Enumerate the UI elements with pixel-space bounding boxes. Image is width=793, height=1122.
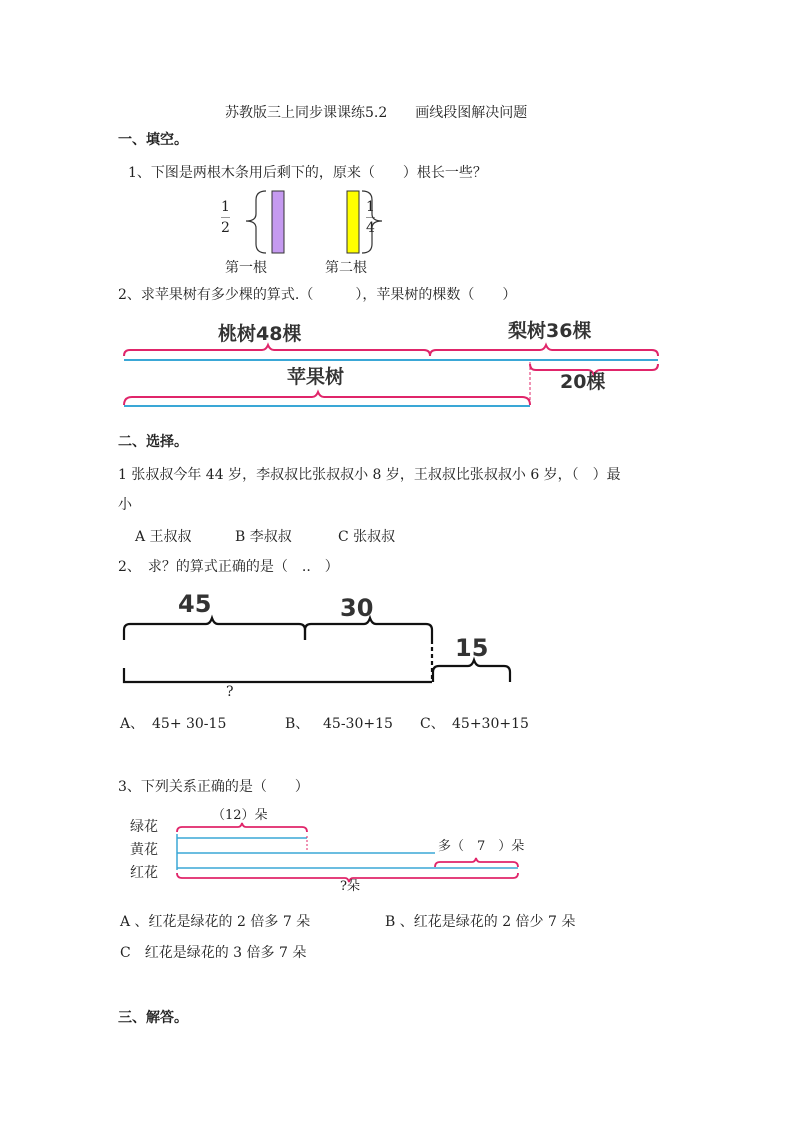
- apple-label: 苹果树: [287, 366, 345, 388]
- question-text: 1 张叔叔今年 44 岁，李叔叔比张叔叔小 8 岁，王叔叔比张叔叔小 6 岁，（ ）最: [118, 467, 621, 483]
- option-c: C 红花是绿花的 3 倍多 7 朵: [120, 945, 307, 961]
- option-a-expr: 45+ 30-15: [152, 716, 227, 732]
- green-brace: [177, 823, 307, 832]
- fraction-half: 1 2: [221, 199, 230, 236]
- question-text: 3、下列关系正确的是（ ）: [118, 779, 309, 795]
- option-b: B 李叔叔: [235, 529, 292, 545]
- option-c-expr: 45+30+15: [452, 716, 529, 732]
- question-text-cont: 小: [118, 497, 132, 513]
- row-label-green: 绿花: [130, 819, 158, 835]
- label-question: ?: [226, 684, 234, 700]
- option-a: A 、红花是绿花的 2 倍多 7 朵: [120, 914, 311, 930]
- diff-label: 20棵: [560, 371, 606, 393]
- option-a-letter: A、: [120, 716, 145, 732]
- option-a: A 王叔叔: [135, 529, 192, 545]
- section-heading-answer: 三、解答。: [118, 1010, 188, 1026]
- label-first-stick: 第一根: [225, 260, 267, 276]
- label-30: 30: [340, 594, 374, 622]
- label-second-stick: 第二根: [325, 260, 367, 276]
- row-label-red: 红花: [130, 865, 158, 881]
- question-text: 1、下图是两根木条用后剩下的，原来（ ）根长一些？: [128, 165, 487, 181]
- section-heading-choice: 二、选择。: [118, 434, 188, 450]
- section-heading-fill: 一、填空。: [118, 132, 188, 148]
- option-c: C 张叔叔: [338, 529, 396, 545]
- more-label: 多（ 7 ）朵: [438, 839, 525, 854]
- page-title: 苏教版三上同步课课练5.2 画线段图解决问题: [225, 105, 528, 121]
- question-text: 2、求苹果树有多少棵的算式.（ ），苹果树的棵数（ ）: [118, 287, 517, 303]
- green-count-label: （12）朵: [212, 808, 268, 823]
- fraction-quarter: 1 4: [366, 199, 375, 236]
- option-b-letter: B、: [285, 716, 310, 732]
- pear-label: 梨树36棵: [508, 320, 592, 342]
- option-c-letter: C、: [420, 716, 445, 732]
- option-b-expr: 45-30+15: [323, 716, 393, 732]
- peach-label: 桃树48棵: [218, 323, 302, 345]
- label-15: 15: [455, 634, 489, 662]
- total-label: ?朵: [340, 879, 360, 894]
- row-label-yellow: 黄花: [130, 842, 158, 858]
- more-brace: [435, 858, 518, 867]
- option-b: B 、红花是绿花的 2 倍少 7 朵: [385, 914, 576, 930]
- label-45: 45: [178, 590, 212, 618]
- question-text: 2、 求？的算式正确的是（ .. ）: [118, 559, 339, 575]
